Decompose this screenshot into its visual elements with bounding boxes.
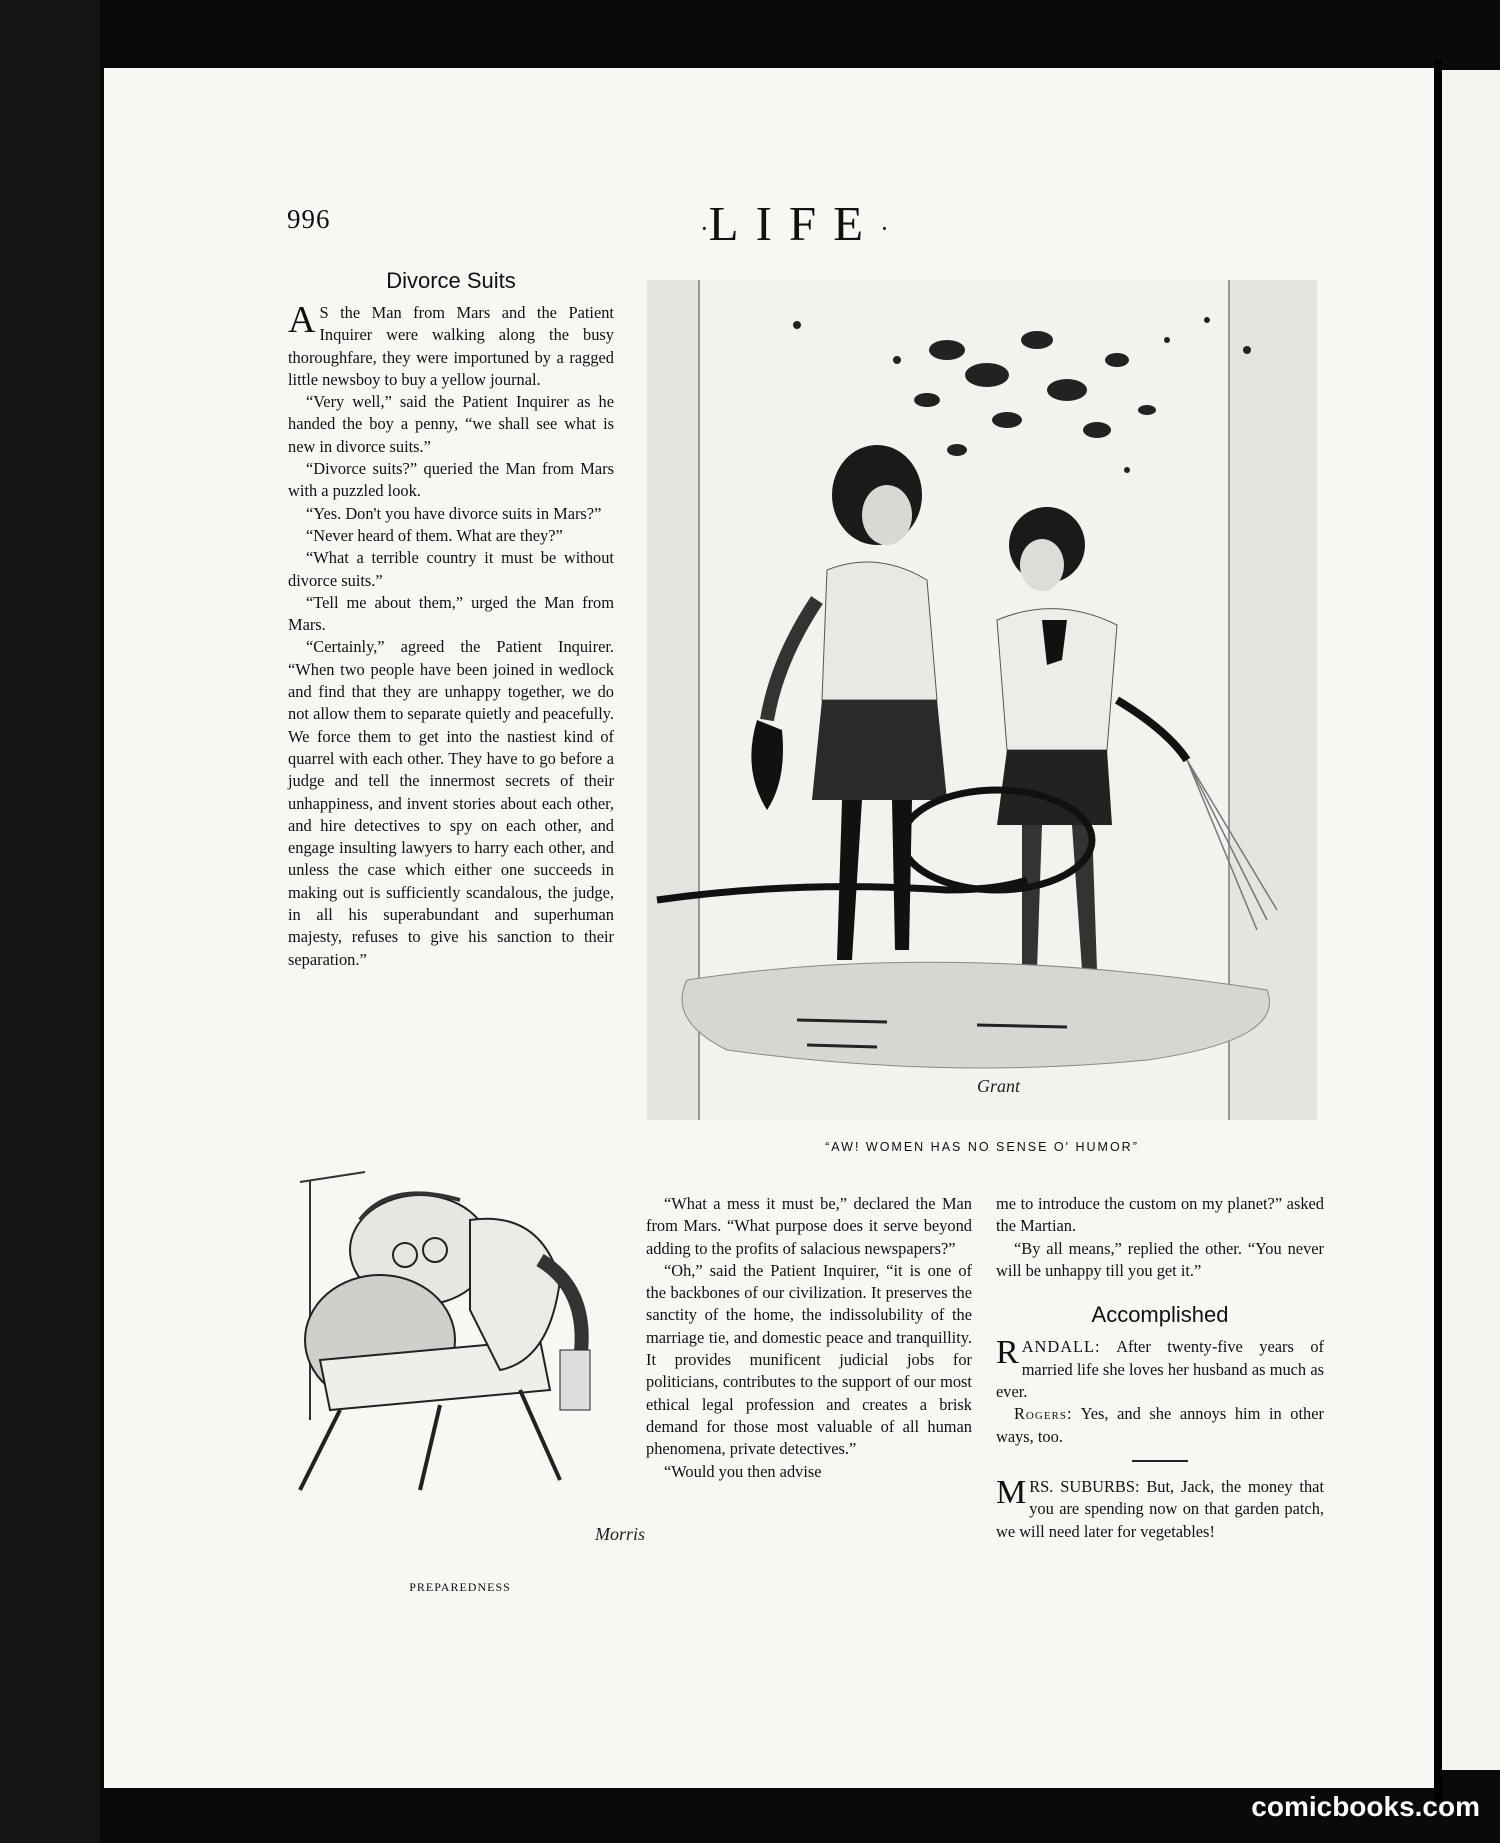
- paragraph-4: “Yes. Don't you have divorce suits in Mars?”: [306, 503, 602, 523]
- masthead: ·LIFE·: [700, 196, 889, 251]
- scan-background: [0, 0, 100, 1843]
- paragraph-2: “Very well,” said the Patient Inquirer as he handed the boy a penny, “we shall see what is new in divorce suits.”: [288, 392, 614, 456]
- accomplished-drop-cap: R: [996, 1334, 1019, 1372]
- accomplished-line-1: RANDALL: After twenty-five years of married life she loves her husband as much as ever.: [996, 1334, 1324, 1402]
- main-illustration: [647, 280, 1317, 1120]
- suburbs-paragraph: MRS. SUBURBS: But, Jack, the money that you are spending now on that garden patch, we will need later for vegetables!: [996, 1473, 1324, 1541]
- small-artist-signature: Morris: [595, 1524, 646, 1544]
- continued-paragraph-2: “Oh,” said the Patient Inquirer, “it is one of the backbones of our civilization. It preserves the sanctity of the home, the indissolubility of the marriage tie, and domestic peace and tranquillity. It provides munificent judicial jobs for politicians, contributes to the support of our most ethical legal profession and creates a brisk demand for those most valuable of all human phenomena, private detectives.”: [646, 1260, 972, 1459]
- divorce-suits-continued-column: [646, 1193, 972, 1483]
- right-paragraph-1: me to introduce the custom on my planet?” asked the Martian.: [996, 1194, 1324, 1236]
- drop-cap: A: [288, 299, 316, 341]
- paragraph-3: “Divorce suits?” queried the Man from Mars with a puzzled look.: [288, 459, 614, 501]
- paragraph-5: “Never heard of them. What are they?”: [306, 525, 563, 545]
- grindstone-drawing: [240, 1160, 680, 1560]
- preparedness-illustration: [240, 1160, 680, 1560]
- main-illustration-caption: “AW! WOMEN HAS NO SENSE O' HUMOR”: [825, 1140, 1139, 1154]
- continued-paragraph-1: “What a mess it must be,” declared the Man from Mars. “What purpose does it serve beyond adding to the profits of salacious newspapers?”: [646, 1194, 972, 1258]
- accomplished-title: Accomplished: [1091, 1302, 1229, 1328]
- binding-gutter: [1434, 60, 1442, 1800]
- paragraph-1: A S the Man from Mars and the Patient Inquirer were walking along the busy thoroughfare, they were importuned by a ragged little newsboy to buy a yellow journal.: [288, 299, 614, 389]
- paragraph-8: “Certainly,” agreed the Patient Inquirer. “When two people have been joined in wedlock and find that they are unhappy together, we do not allow them to separate quietly and peacefully. We force them to get into the nastiest kind of quarrel with each other. They have to go before a judge and tell the innermost secrets of their unhappiness, and invent stories about each other, and hire detectives to spy on each other, and engage insulting lawyers to harry each other, and unless the case which either one succeeds in making out is sufficiently scandalous, the judge, in all his superabundant and superhuman majesty, refuses to give his sanction to their separation.”: [288, 637, 614, 969]
- suburbs-drop-cap: M: [996, 1473, 1027, 1511]
- page-number: 996: [287, 204, 331, 234]
- watermark: comicbooks.com: [1251, 1791, 1480, 1822]
- facing-page-edge: [1442, 70, 1500, 1770]
- section-divider: [1132, 1460, 1188, 1462]
- paragraph-6: “What a terrible country it must be without divorce suits.”: [288, 548, 614, 590]
- right-column: [996, 1193, 1324, 1543]
- kids-with-hose-drawing: [647, 280, 1317, 1120]
- divorce-suits-column: [288, 299, 614, 971]
- paragraph-7: “Tell me about them,” urged the Man from Mars.: [288, 592, 614, 635]
- preparedness-caption: PREPAREDNESS: [409, 1580, 511, 1594]
- divorce-suits-title: Divorce Suits: [386, 268, 516, 293]
- artist-signature: Grant: [977, 1076, 1021, 1096]
- accomplished-line-2: Rogers: Yes, and she annoys him in other ways, too.: [996, 1404, 1324, 1446]
- masthead-title: LIFE: [708, 196, 881, 251]
- right-paragraph-2: “By all means,” replied the other. “You never will be unhappy till you get it.”: [996, 1238, 1324, 1280]
- continued-paragraph-3: “Would you then advise: [664, 1461, 822, 1481]
